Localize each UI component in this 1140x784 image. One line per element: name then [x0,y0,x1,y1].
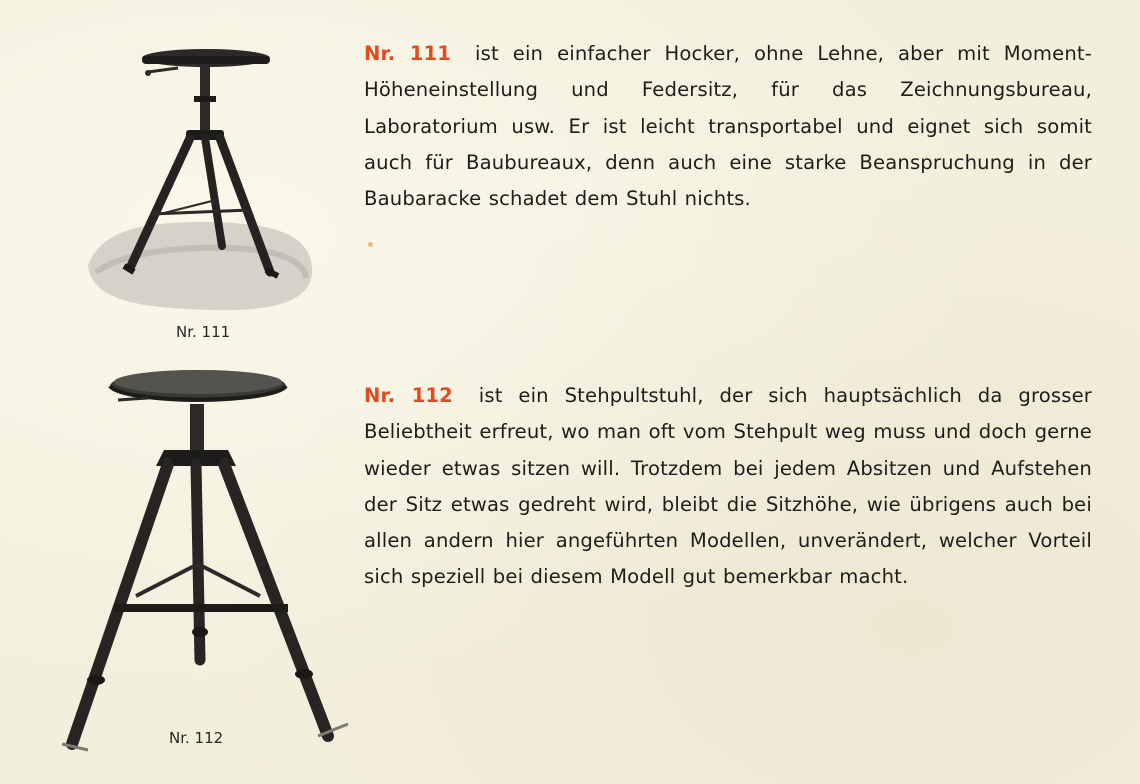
stool-112-illustration [52,364,360,756]
stool-111-illustration [82,40,318,314]
entry-111-number: Nr. 111 [364,42,452,65]
entry-111-description [364,36,1092,217]
entry-112-text: ist ein Stehpultstuhl, der sich hauptsächlich da grosser Beliebtheit erfreut, wo man oft vom Stehpult weg muss und doch gerne wieder etwas sitzen will. Trotzdem bei jedem Absitzen und Aufstehen der Sitz etwas gedreht wird, bleibt die Sitzhöhe, wie übrigens auch bei allen andern hier angeführten Modellen, unverändert, welcher Vorteil sich speziell bei diesem Modell gut bemerkbar macht. [364,384,1092,589]
caption-112: Nr. 112 [169,729,224,747]
entry-112-description [364,378,1092,596]
entry-112-number: Nr. 112 [364,384,453,407]
entry-111-text: ist ein einfacher Hocker, ohne Lehne, aber mit Moment-Höheneinstellung und Federsitz, für das Zeichnungsbureau, Laboratorium usw. Er ist leicht transportabel und eignet sich somit auch für Baubureaux, denn auch eine starke Beanspruchung in der Baubaracke schadet dem Stuhl nichts. [364,42,1092,211]
ink-speck [368,242,373,247]
caption-111: Nr. 111 [176,323,231,341]
